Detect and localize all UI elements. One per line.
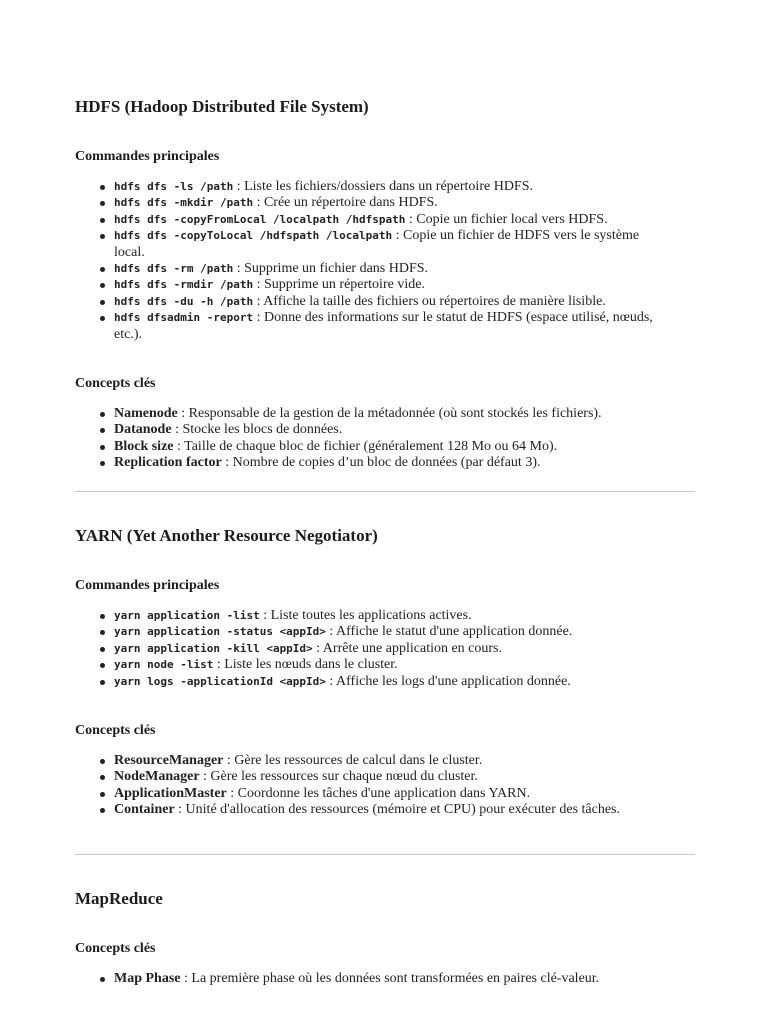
concept-term: Namenode (114, 406, 178, 421)
mapreduce-section-title: MapReduce (75, 889, 163, 908)
command-code: yarn node -list (114, 658, 214, 672)
section-divider (75, 854, 695, 855)
concept-term: Container (114, 802, 175, 818)
command-description: : Donne des informations sur le statut de HDFS (espace utilisé, nœuds, etc.). (114, 310, 653, 342)
command-description: : Arrête une application en cours. (312, 640, 503, 656)
yarn-section-title: YARN (Yet Another Resource Negotiator) (75, 526, 378, 545)
command-description: : Affiche les logs d'une application donnée. (325, 673, 571, 689)
list-item (75, 261, 655, 277)
list-item (75, 769, 655, 785)
concept-description: : La première phase où les données sont transformées en paires clé-valeur. (180, 971, 600, 986)
list-item (75, 753, 655, 769)
concept-term: ResourceManager (114, 753, 224, 768)
concept-description: : Stocke les blocs de données. (171, 422, 343, 438)
command-code: yarn application -kill <appId> (114, 641, 313, 655)
command-description: : Affiche le statut d'une application donnée. (325, 624, 573, 640)
command-code: yarn application -list (114, 609, 260, 622)
hdfs-section-title: HDFS (Hadoop Distributed File System) (75, 97, 369, 116)
command-description: : Copie un fichier local vers HDFS. (405, 211, 608, 227)
command-code: hdfs dfs -du -h /path (114, 294, 254, 308)
mapreduce-concepts-heading: Concepts clés (75, 941, 156, 956)
yarn-commands-list (75, 608, 655, 690)
command-description: : Liste les nœuds dans le cluster. (213, 657, 398, 673)
list-item (75, 641, 655, 657)
command-code: hdfs dfs -rm /path (114, 262, 234, 276)
concept-description: : Nombre de copies d’un bloc de données (par défaut 3). (221, 455, 541, 471)
yarn-concepts-heading: Concepts clés (75, 723, 156, 738)
hdfs-section-title-wrap (75, 97, 695, 117)
concept-description: : Unité d'allocation des ressources (mémoire et CPU) pour exécuter des tâches. (174, 802, 620, 818)
list-item (75, 212, 655, 228)
mapreduce-section-title-wrap (75, 889, 695, 909)
list-item (75, 657, 655, 673)
hdfs-concepts-list (75, 406, 655, 472)
command-code: hdfs dfs -copyToLocal /hdfspath /localpath (114, 229, 393, 243)
yarn-concepts-heading-wrap (75, 722, 695, 740)
list-item (75, 674, 655, 690)
mapreduce-concepts-list (75, 971, 655, 987)
yarn-concepts-list (75, 753, 655, 819)
command-description: : Crée un répertoire dans HDFS. (253, 195, 438, 211)
concept-term: ApplicationMaster (114, 785, 227, 801)
hdfs-concepts-heading-wrap (75, 375, 695, 393)
list-item (75, 439, 655, 455)
yarn-commands-heading: Commandes principales (75, 578, 220, 593)
list-item (75, 802, 655, 818)
concept-description: : Gère les ressources de calcul dans le cluster. (223, 753, 483, 768)
list-item (75, 455, 655, 471)
yarn-commands-heading-wrap (75, 577, 695, 595)
concept-term: Datanode (114, 422, 172, 438)
list-item (75, 179, 655, 195)
command-description: : Supprime un fichier dans HDFS. (233, 261, 429, 277)
concept-term: Replication factor (114, 455, 222, 471)
concept-description: : Coordonne les tâches d'une application dans YARN. (226, 785, 531, 801)
list-item (75, 971, 655, 987)
list-item (75, 422, 655, 438)
list-item (75, 228, 655, 261)
concept-description: : Gère les ressources sur chaque nœud du cluster. (199, 769, 478, 785)
command-description: : Affiche la taille des fichiers ou répertoires de manière lisible. (253, 293, 606, 309)
list-item (75, 277, 655, 293)
hdfs-concepts-heading: Concepts clés (75, 376, 156, 391)
list-item (75, 195, 655, 211)
hdfs-commands-heading: Commandes principales (75, 149, 220, 164)
command-code: hdfs dfs -rmdir /path (114, 278, 254, 292)
list-item (75, 786, 655, 802)
hdfs-commands-list (75, 179, 655, 343)
concept-description: : Taille de chaque bloc de fichier (généralement 128 Mo ou 64 Mo). (173, 438, 558, 454)
command-code: yarn logs -applicationId <appId> (114, 674, 326, 688)
list-item (75, 294, 655, 310)
command-description: : Liste les fichiers/dossiers dans un répertoire HDFS. (233, 179, 533, 194)
command-code: hdfs dfs -copyFromLocal /localpath /hdfspath (114, 212, 406, 226)
command-description: : Liste toutes les applications actives. (259, 608, 472, 623)
command-description: : Supprime un répertoire vide. (253, 277, 425, 293)
list-item (75, 624, 655, 640)
command-code: hdfs dfsadmin -report (114, 311, 254, 325)
command-code: yarn application -status <appId> (114, 625, 326, 639)
hdfs-commands-heading-wrap (75, 148, 695, 166)
concept-term: NodeManager (114, 769, 200, 785)
concept-term: Block size (114, 438, 174, 454)
list-item (75, 310, 655, 343)
list-item (75, 406, 655, 422)
list-item (75, 608, 655, 624)
command-description: : Copie un fichier de HDFS vers le système local. (114, 228, 640, 260)
concept-term: Map Phase (114, 971, 181, 986)
yarn-section-title-wrap (75, 526, 695, 546)
mapreduce-concepts-heading-wrap (75, 940, 695, 958)
command-code: hdfs dfs -ls /path (114, 180, 234, 193)
section-divider (75, 491, 695, 492)
command-code: hdfs dfs -mkdir /path (114, 196, 254, 210)
concept-description: : Responsable de la gestion de la métadonnée (où sont stockés les fichiers). (177, 406, 602, 421)
